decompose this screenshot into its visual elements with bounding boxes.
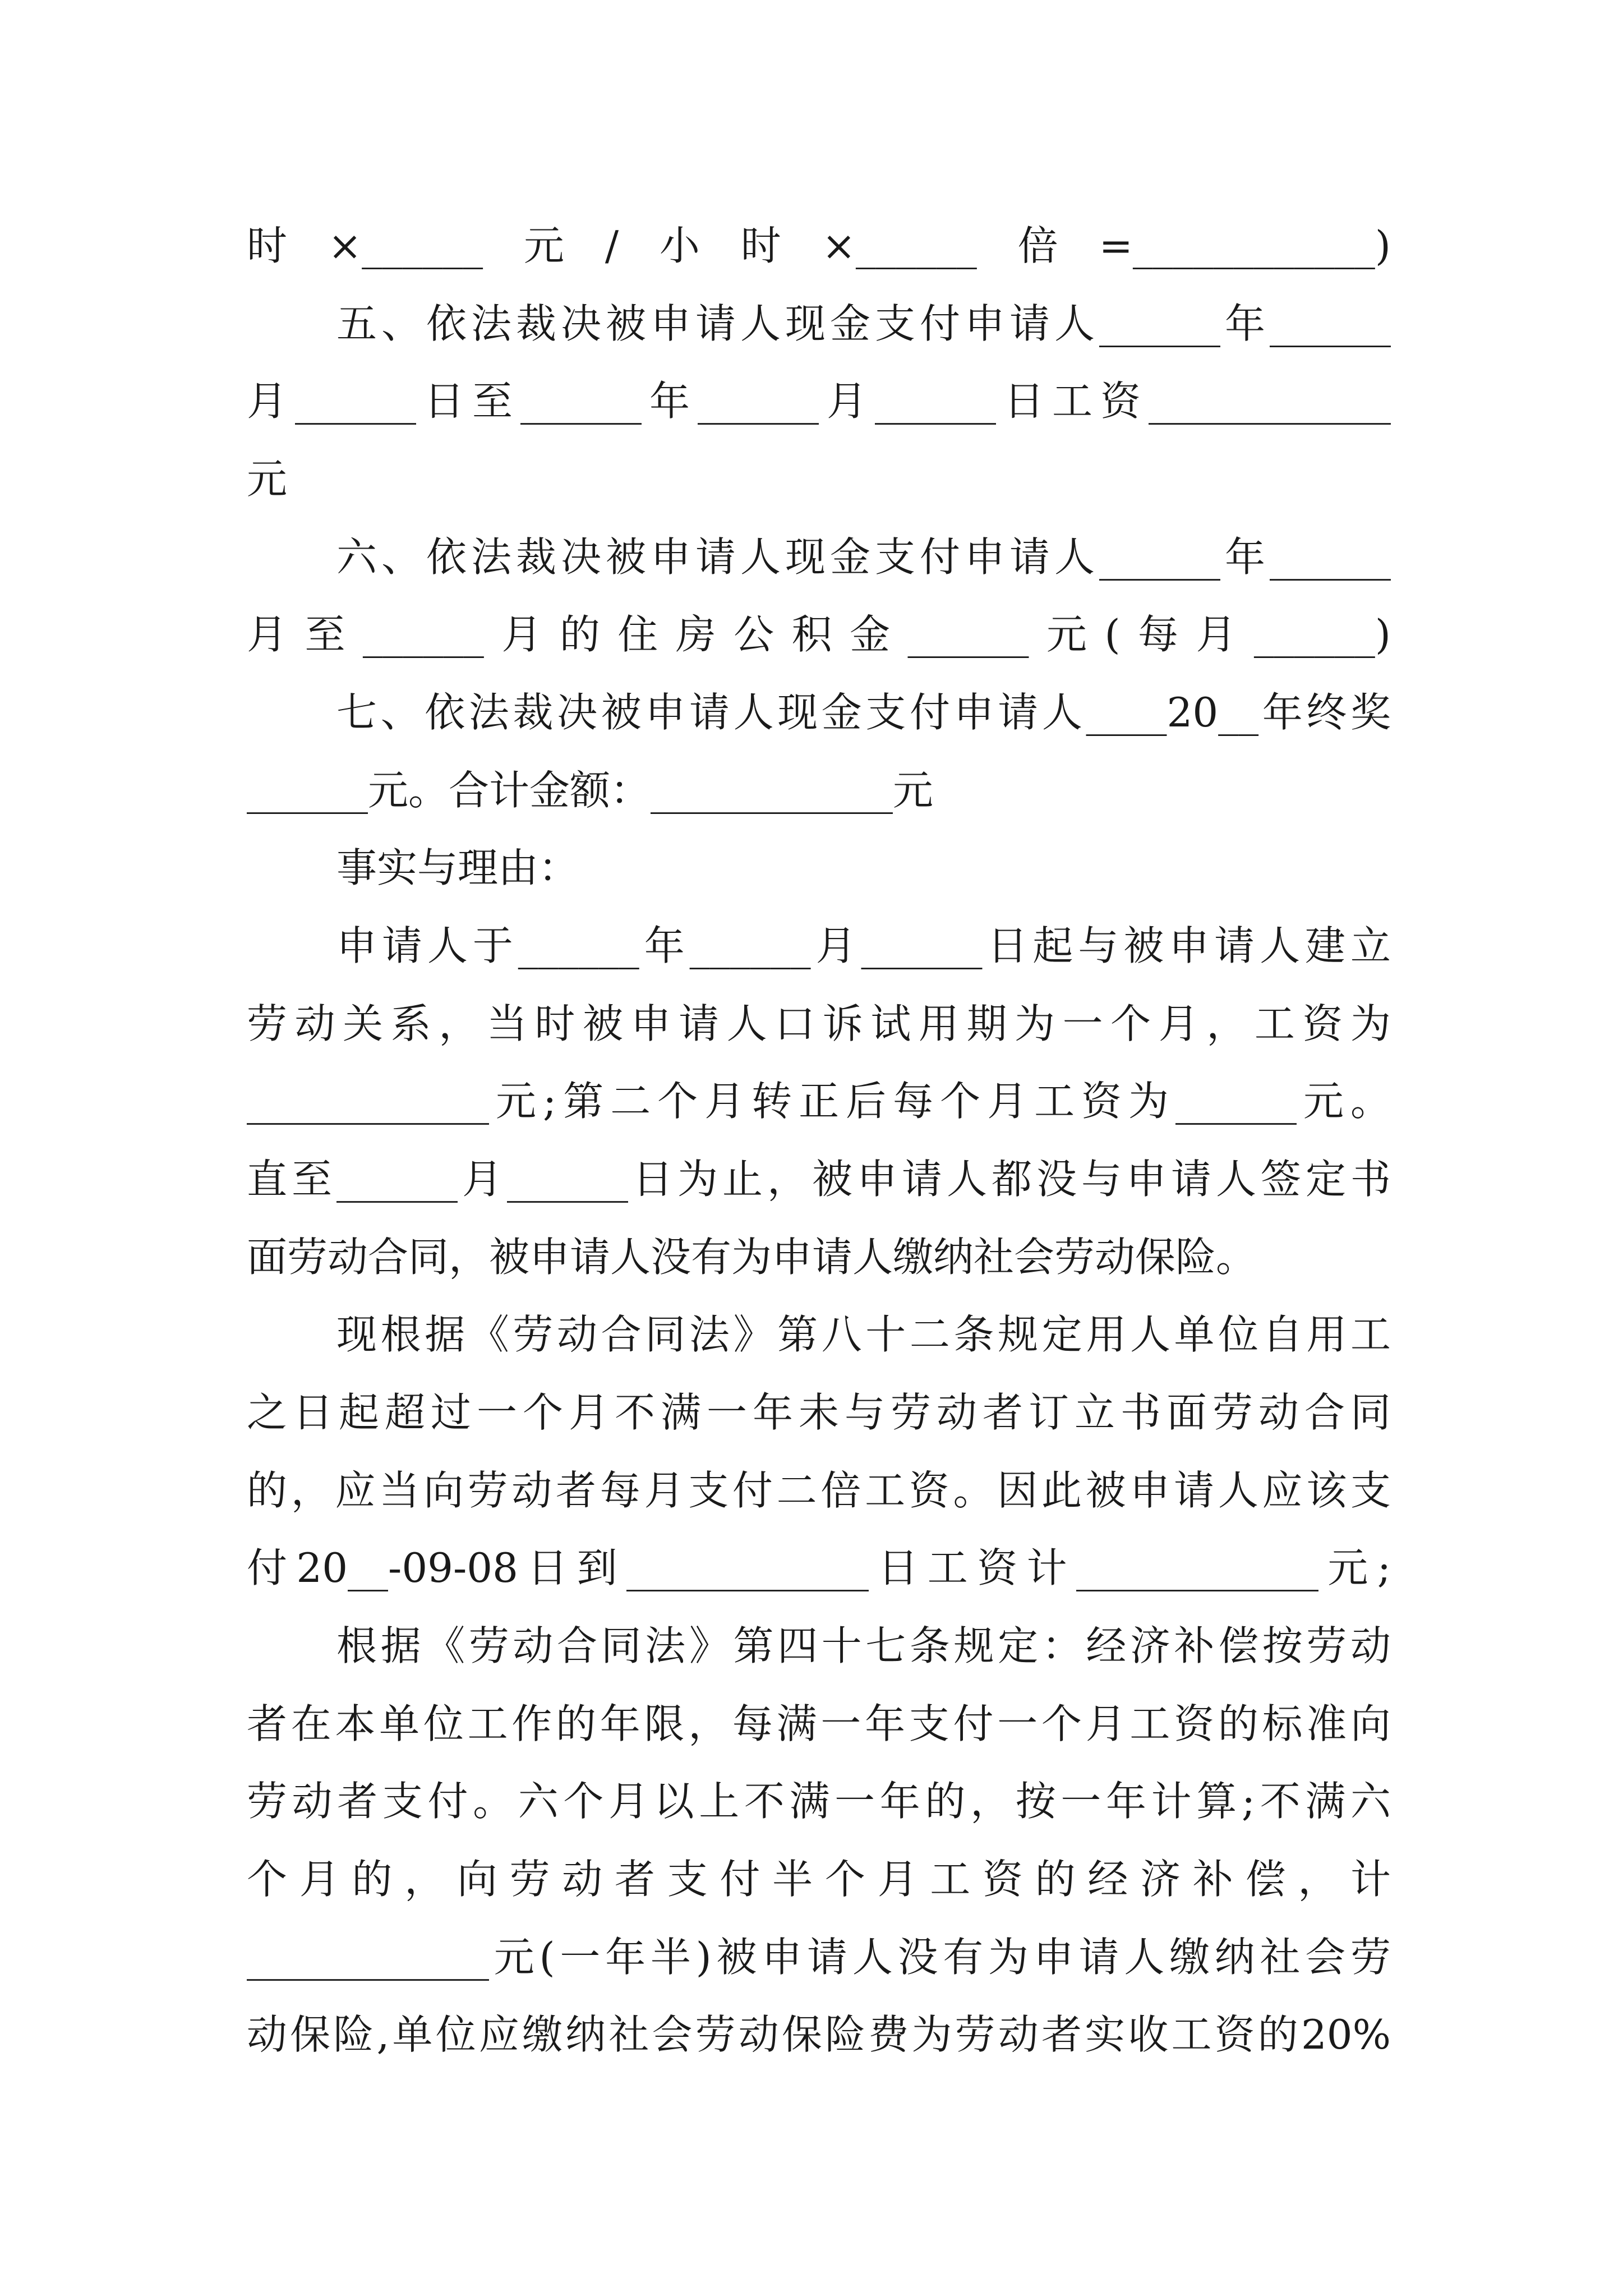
text-line: 之日起超过一个月不满一年未与劳动者订立书面劳动合同 xyxy=(247,1389,1391,1436)
text-line: 劳动关系，当时被申请人口诉试用期为一个月，工资为 xyxy=(247,1000,1391,1047)
text-line: 月至______月的住房公积金______元(每月______) xyxy=(247,611,1391,658)
text-line: 根据《劳动合同法》第四十七条规定：经济补偿按劳动 xyxy=(336,1622,1391,1669)
text-line: 时×______元/小时×______倍=____________) xyxy=(247,222,1391,269)
text-line: 元 xyxy=(247,455,288,503)
text-line: 申请人于______年______月______日起与被申请人建立 xyxy=(336,922,1391,969)
text-line: ______元。合计金额：____________元 xyxy=(247,767,934,814)
text-line: 的，应当向劳动者每月支付二倍工资。因此被申请人应该支 xyxy=(247,1467,1391,1514)
text-line: 五、依法裁决被申请人现金支付申请人______年______ xyxy=(336,300,1391,347)
text-line: 直至______月______日为止，被申请人都没与申请人签定书 xyxy=(247,1156,1391,1203)
text-line: 现根据《劳动合同法》第八十二条规定用人单位自用工 xyxy=(336,1311,1391,1358)
text-line: 付20__-09-08日到____________日工资计____________元; xyxy=(247,1544,1391,1591)
section-heading: 事实与理由： xyxy=(336,844,579,891)
text-line: 六、依法裁决被申请人现金支付申请人______年______ xyxy=(336,533,1391,581)
text-line: 面劳动合同，被申请人没有为申请人缴纳社会劳动保险。 xyxy=(247,1234,1257,1281)
text-line: 月______日至______年______月______日工资____________ xyxy=(247,378,1391,425)
text-line: ____________元(一年半)被申请人没有为申请人缴纳社会劳 xyxy=(247,1934,1391,1981)
text-line: ____________元;第二个月转正后每个月工资为______元。 xyxy=(247,1078,1391,1125)
text-line: 个月的，向劳动者支付半个月工资的经济补偿，计 xyxy=(247,1856,1391,1903)
text-line: 七、依法裁决被申请人现金支付申请人____20__年终奖 xyxy=(336,689,1391,736)
text-line: 动保险,单位应缴纳社会劳动保险费为劳动者实收工资的20% xyxy=(247,2011,1391,2058)
text-line: 者在本单位工作的年限，每满一年支付一个月工资的标准向 xyxy=(247,1700,1391,1747)
text-line: 劳动者支付。六个月以上不满一年的，按一年计算;不满六 xyxy=(247,1778,1391,1825)
